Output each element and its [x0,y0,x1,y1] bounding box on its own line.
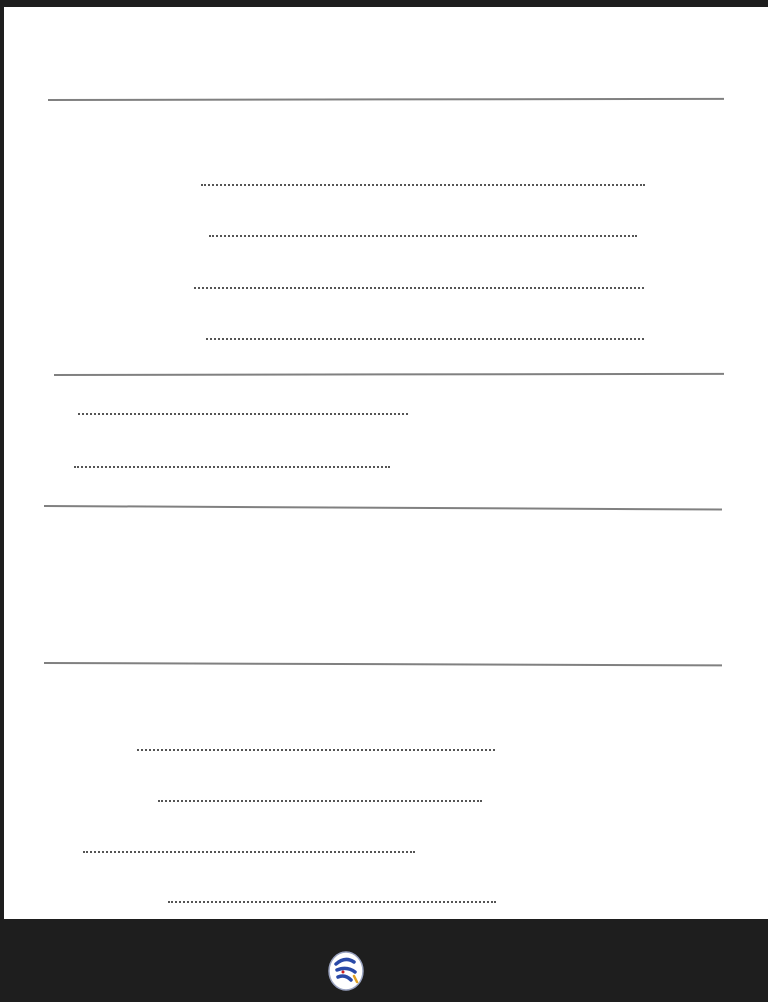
section2-answer-line-1[interactable] [78,413,408,415]
worksheet-page [4,7,768,919]
section1-answer-line-3[interactable] [194,287,644,289]
section4-answer-line-3[interactable] [83,851,415,853]
section2-divider [44,505,722,511]
section1-answer-line-1[interactable] [201,184,645,186]
section2-answer-line-2[interactable] [74,466,390,468]
header-divider [48,98,724,101]
section1-answer-line-2[interactable] [209,235,637,237]
publisher-logo-icon[interactable] [327,950,365,992]
section4-answer-line-4[interactable] [168,901,496,903]
section3-divider [44,662,722,666]
section1-divider [54,373,724,376]
section4-answer-line-1[interactable] [137,749,495,751]
section4-answer-line-2[interactable] [158,800,482,802]
section1-answer-line-4[interactable] [206,338,644,340]
